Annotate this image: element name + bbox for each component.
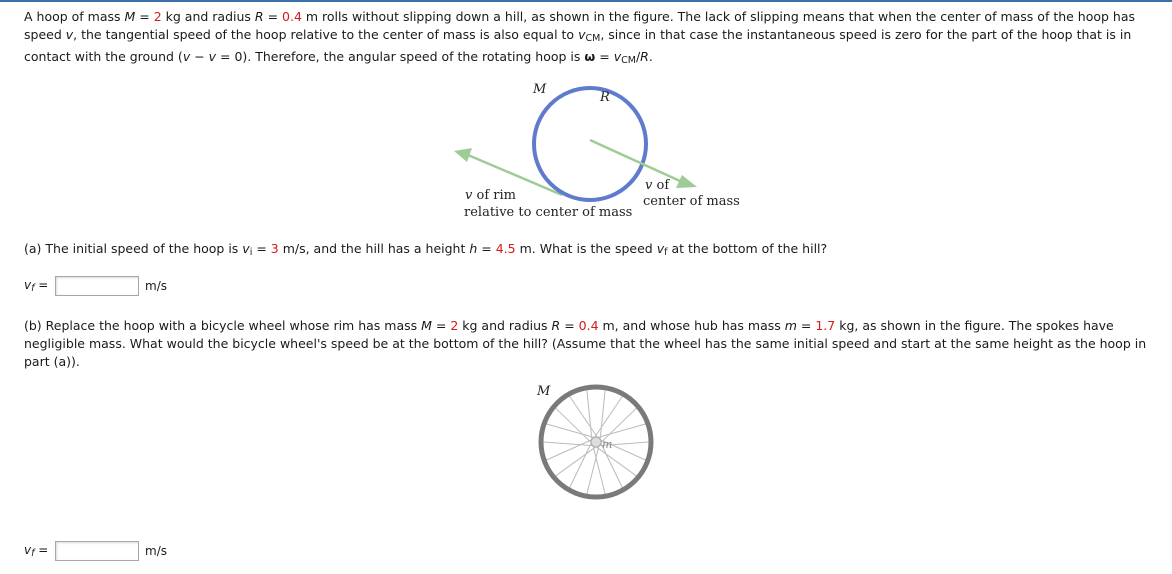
- unit-label-b: m/s: [145, 544, 167, 558]
- value-M: 2: [153, 9, 162, 24]
- var-vcm: v: [613, 49, 622, 64]
- var-R: R: [640, 49, 649, 64]
- spoke: [593, 396, 622, 439]
- rim-velocity-label-line2: relative to center of mass: [464, 205, 633, 220]
- question-text: (b) Replace the hoop with a bicycle wheel whose rim has mass: [24, 318, 422, 333]
- spoke: [555, 446, 597, 476]
- intro-text: m rolls without slipping down a hill, as shown in the figure. The lack of slipping means that when the center of mass of the hoop has speed: [24, 9, 1136, 42]
- equals: =: [135, 9, 154, 24]
- question-text: (a) The initial speed of the hoop is: [24, 241, 243, 256]
- value-m: 1.7: [815, 318, 836, 333]
- answer-input-b[interactable]: [55, 541, 139, 561]
- var-v: v: [65, 27, 74, 42]
- var-h: h: [469, 241, 478, 256]
- subscript-f: f: [664, 247, 668, 258]
- cm-velocity-label-line2: center of mass: [643, 194, 740, 209]
- label-M: M: [537, 384, 551, 399]
- subscript-f: f: [31, 283, 35, 294]
- answer-label-a: [24, 278, 55, 294]
- equals: =: [34, 543, 49, 557]
- spoke: [595, 446, 637, 476]
- answer-row-a: [24, 275, 167, 297]
- spoke: [546, 439, 593, 460]
- var-m: m: [784, 318, 797, 333]
- equals: =: [34, 278, 49, 292]
- question-text: m, and whose hub has mass: [598, 318, 785, 333]
- intro-text: kg and radius: [161, 9, 255, 24]
- wheel-hub: [591, 437, 601, 447]
- spoke: [596, 424, 646, 438]
- rim-velocity-label: [465, 188, 516, 203]
- problem-intro: [24, 8, 1156, 70]
- question-text: kg, as shown in the figure. The spokes have negligible mass. What would the bicycle wheel's speed be at the bottom of the hill? (Assume that the wheel has the same initial speed and start at the same height as the hoop in part (a)).: [24, 318, 1147, 369]
- var-R: R: [551, 318, 561, 333]
- intro-text: , since in that case the instantaneous speed is zero for the part of the hoop that is in contact with the ground (: [24, 27, 1132, 64]
- top-border: [0, 0, 1172, 2]
- equals: =: [595, 49, 614, 64]
- answer-row-b: [24, 540, 167, 562]
- var-v: v: [208, 49, 217, 64]
- part-a-question: [24, 240, 1156, 262]
- cm-velocity-arrow: [590, 140, 697, 188]
- answer-label-b: [24, 543, 55, 559]
- equals: =: [252, 241, 271, 256]
- var-M: M: [124, 9, 136, 24]
- divide-sign: /: [635, 49, 641, 64]
- intro-text: = 0). Therefore, the angular speed of the rotating hoop is: [216, 49, 585, 64]
- unit-label-a: m/s: [145, 279, 167, 293]
- subscript-cm: CM: [621, 55, 636, 66]
- cm-velocity-label: [645, 178, 670, 193]
- var-v: v: [656, 241, 665, 256]
- label-text: of rim: [472, 188, 516, 203]
- label-text: of: [652, 178, 670, 193]
- value-h: 4.5: [495, 241, 516, 256]
- spoke: [570, 396, 599, 439]
- spoke: [555, 408, 592, 444]
- subscript-f: f: [31, 548, 35, 559]
- label-v: v: [645, 178, 653, 193]
- spoke: [600, 390, 605, 441]
- question-text: at the bottom of the hill?: [667, 241, 828, 256]
- hoop-circle: [534, 88, 646, 200]
- label-v: v: [465, 188, 473, 203]
- value-M: 2: [450, 318, 459, 333]
- subscript-cm: CM: [585, 33, 601, 44]
- subscript-i: i: [249, 247, 253, 258]
- value-R: 0.4: [282, 9, 302, 24]
- question-text: m. What is the speed: [515, 241, 657, 256]
- spoke: [587, 390, 592, 441]
- equals: =: [796, 318, 816, 333]
- equals: =: [477, 241, 496, 256]
- label-M: M: [533, 82, 547, 97]
- var-omega: ω: [584, 49, 596, 64]
- spoke: [543, 442, 595, 446]
- value-vi: 3: [270, 241, 279, 256]
- equals: =: [560, 318, 579, 333]
- var-M: M: [421, 318, 432, 333]
- var-v: v: [242, 241, 250, 256]
- bicycle-wheel-figure: [520, 378, 670, 508]
- var-v: v: [182, 49, 191, 64]
- label-R: R: [600, 90, 610, 105]
- spoke: [546, 424, 596, 438]
- part-b-question: [24, 317, 1156, 371]
- intro-text: .: [648, 49, 653, 64]
- label-m: m: [602, 438, 613, 451]
- var-vcm: v: [578, 27, 586, 42]
- question-text: kg and radius: [458, 318, 552, 333]
- var-R: R: [254, 9, 264, 24]
- intro-text: , the tangential speed of the hoop relative to the center of mass is also equal to: [73, 27, 579, 42]
- var-v: v: [24, 278, 32, 292]
- var-v: v: [24, 543, 32, 557]
- intro-text: A hoop of mass: [24, 9, 125, 24]
- value-R: 0.4: [578, 318, 599, 333]
- equals: =: [263, 9, 283, 24]
- minus-sign: −: [190, 49, 209, 64]
- answer-input-a[interactable]: [55, 276, 139, 296]
- hoop-figure: [440, 75, 760, 225]
- question-text: m/s, and the hill has a height: [278, 241, 470, 256]
- equals: =: [431, 318, 451, 333]
